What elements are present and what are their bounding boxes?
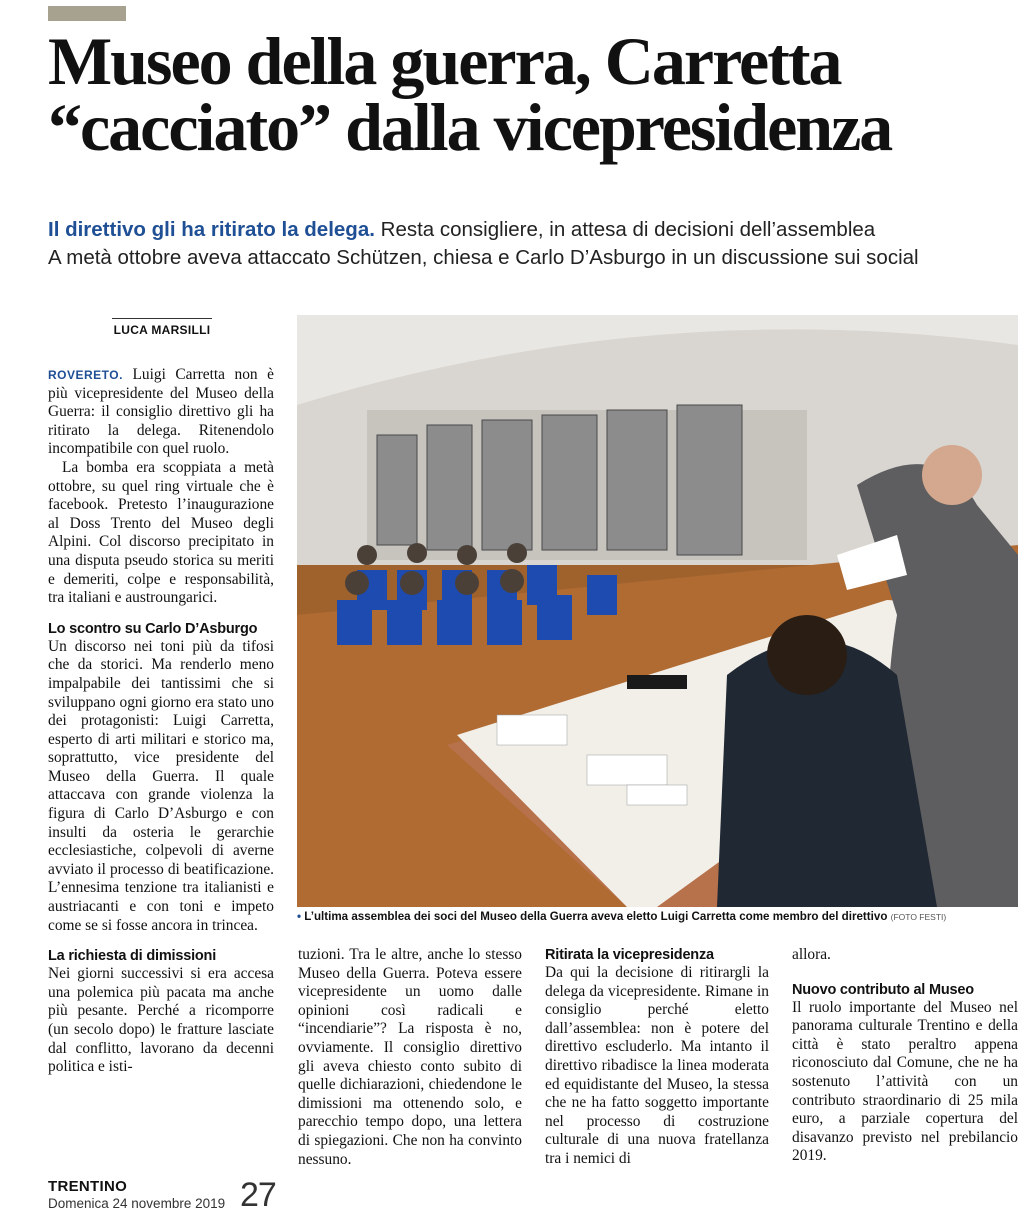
section-heading: Lo scontro su Carlo D’Asburgo	[48, 620, 258, 637]
subhead-lead: Il direttivo gli ha ritirato la delega.	[48, 218, 375, 241]
section-heading: Ritirata la vicepresidenza	[545, 947, 714, 963]
article-paragraph: Il ruolo importante del Museo nel panorama culturale Trentino e della città è stato peraltro appena riconosciuto dal Comune, che ne ha sostenuto l’attività con un contributo straordinario di 25 mila euro, a parziale copertura del disavanzo previsto nel prebilancio 2019.	[792, 998, 1018, 1165]
article-paragraph: ROVERETO. Luigi Carretta non è più vicepresidente del Museo della Guerra: il consiglio direttivo gli ha ritirato la delega. Ritenendolo incompatibile con quel ruolo.	[48, 366, 274, 458]
article-column-2	[298, 946, 522, 1169]
headline-line-2: “cacciato” dalla vicepresidenza	[48, 89, 892, 165]
section-heading: Nuovo contributo al Museo	[792, 981, 974, 998]
caption-text: L’ultima assemblea dei soci del Museo della Guerra aveva eletto Luigi Carretta come membro del direttivo	[304, 910, 888, 923]
newspaper-name: TRENTINO	[48, 1178, 128, 1195]
issue-date: Domenica 24 novembre 2019	[48, 1196, 226, 1211]
article-paragraph: Nei giorni successivi si era accesa una polemica più pacata ma anche più pesante. Perché a ricomporre (un secolo dopo) le fratture lasciate dal conflitto, lavorano da decenni politica e isti-	[48, 965, 274, 1076]
article-paragraph: La bomba era scoppiata a metà ottobre, su quel ring virtuale che è facebook. Pretesto l’inaugurazione al Doss Trento del Museo degli Alpini. Col discorso precipitato in una disputa pseudo storica su meriti e demeriti, colpe e responsabilità, tra italiani e austroungarici.	[48, 458, 274, 607]
meeting-photo-illustration	[297, 315, 1018, 907]
article-column-1	[48, 366, 274, 1077]
subhead-rest: Resta consigliere, in attesa di decisioni dell’assemblea	[374, 218, 876, 241]
section-heading: La richiesta di dimissioni	[48, 948, 217, 965]
headline	[48, 23, 1033, 165]
article-column-3	[545, 946, 769, 1169]
caption-bullet-icon: •	[297, 910, 302, 923]
page-number: 27	[240, 1176, 276, 1214]
author-byline: LUCA MARSILLI	[112, 318, 212, 337]
article-paragraph: tuzioni. Tra le altre, anche lo stesso Museo della Guerra. Poteva essere vicepresidente un uomo dalle opinioni così radicali e “incendiarie”? La risposta è no, ovviamente. Il consiglio direttivo gli aveva chiesto conto subito di quelle dichiarazioni, chiedendone le dimissioni ma ottenendo solo, e parecchio tempo dopo, una lettera di spiegazioni. Che non ha convinto nessuno.	[298, 946, 522, 1168]
headline-line-1: Museo della guerra, Carretta	[48, 23, 841, 99]
subhead-line-2: A metà ottobre aveva attaccato Schützen, chiesa e Carlo D’Asburgo in un discussione sui social	[48, 246, 919, 269]
article-column-4	[792, 946, 1018, 1166]
photo-caption	[297, 910, 1018, 923]
article-photo	[297, 315, 1018, 907]
photo-credit: (FOTO FESTI)	[890, 912, 947, 922]
subheadline	[48, 216, 1033, 272]
section-tag-bar	[48, 6, 126, 21]
article-paragraph: Un discorso nei toni più da tifosi che da storici. Ma renderlo meno impalpabile dei tantissimi che si sviluppano ogni giorno era stato uno dei protagonisti: Luigi Carretta, esperto di arti militari e storico ma, soprattutto, vice presidente del Museo della Guerra. Il quale attaccava con grande violenza la figura di Carlo D’Asburgo e con insulti da osteria le gerarchie ecclesiastiche, colpevoli di averne avviato il processo di beatificazione. L’ennesima tenzione tra italianisti e austriacanti e con toni e impeto come se si fosse ancora in trincea.	[48, 637, 274, 934]
dateline: ROVERETO.	[48, 368, 123, 382]
article-paragraph: allora.	[792, 946, 831, 963]
article-paragraph: Da qui la decisione di ritirargli la delega da vicepresidente. Rimane in consiglio perché eletto dall’assemblea: non è potere del direttivo escluderlo. Ma intanto il direttivo ribadisce la linea moderata ed equidistante del Museo, la stessa che ne ha fatto soggetto importante nel processo di costruzione culturale di una nuova fratellanza tra i nemici di	[545, 964, 769, 1167]
